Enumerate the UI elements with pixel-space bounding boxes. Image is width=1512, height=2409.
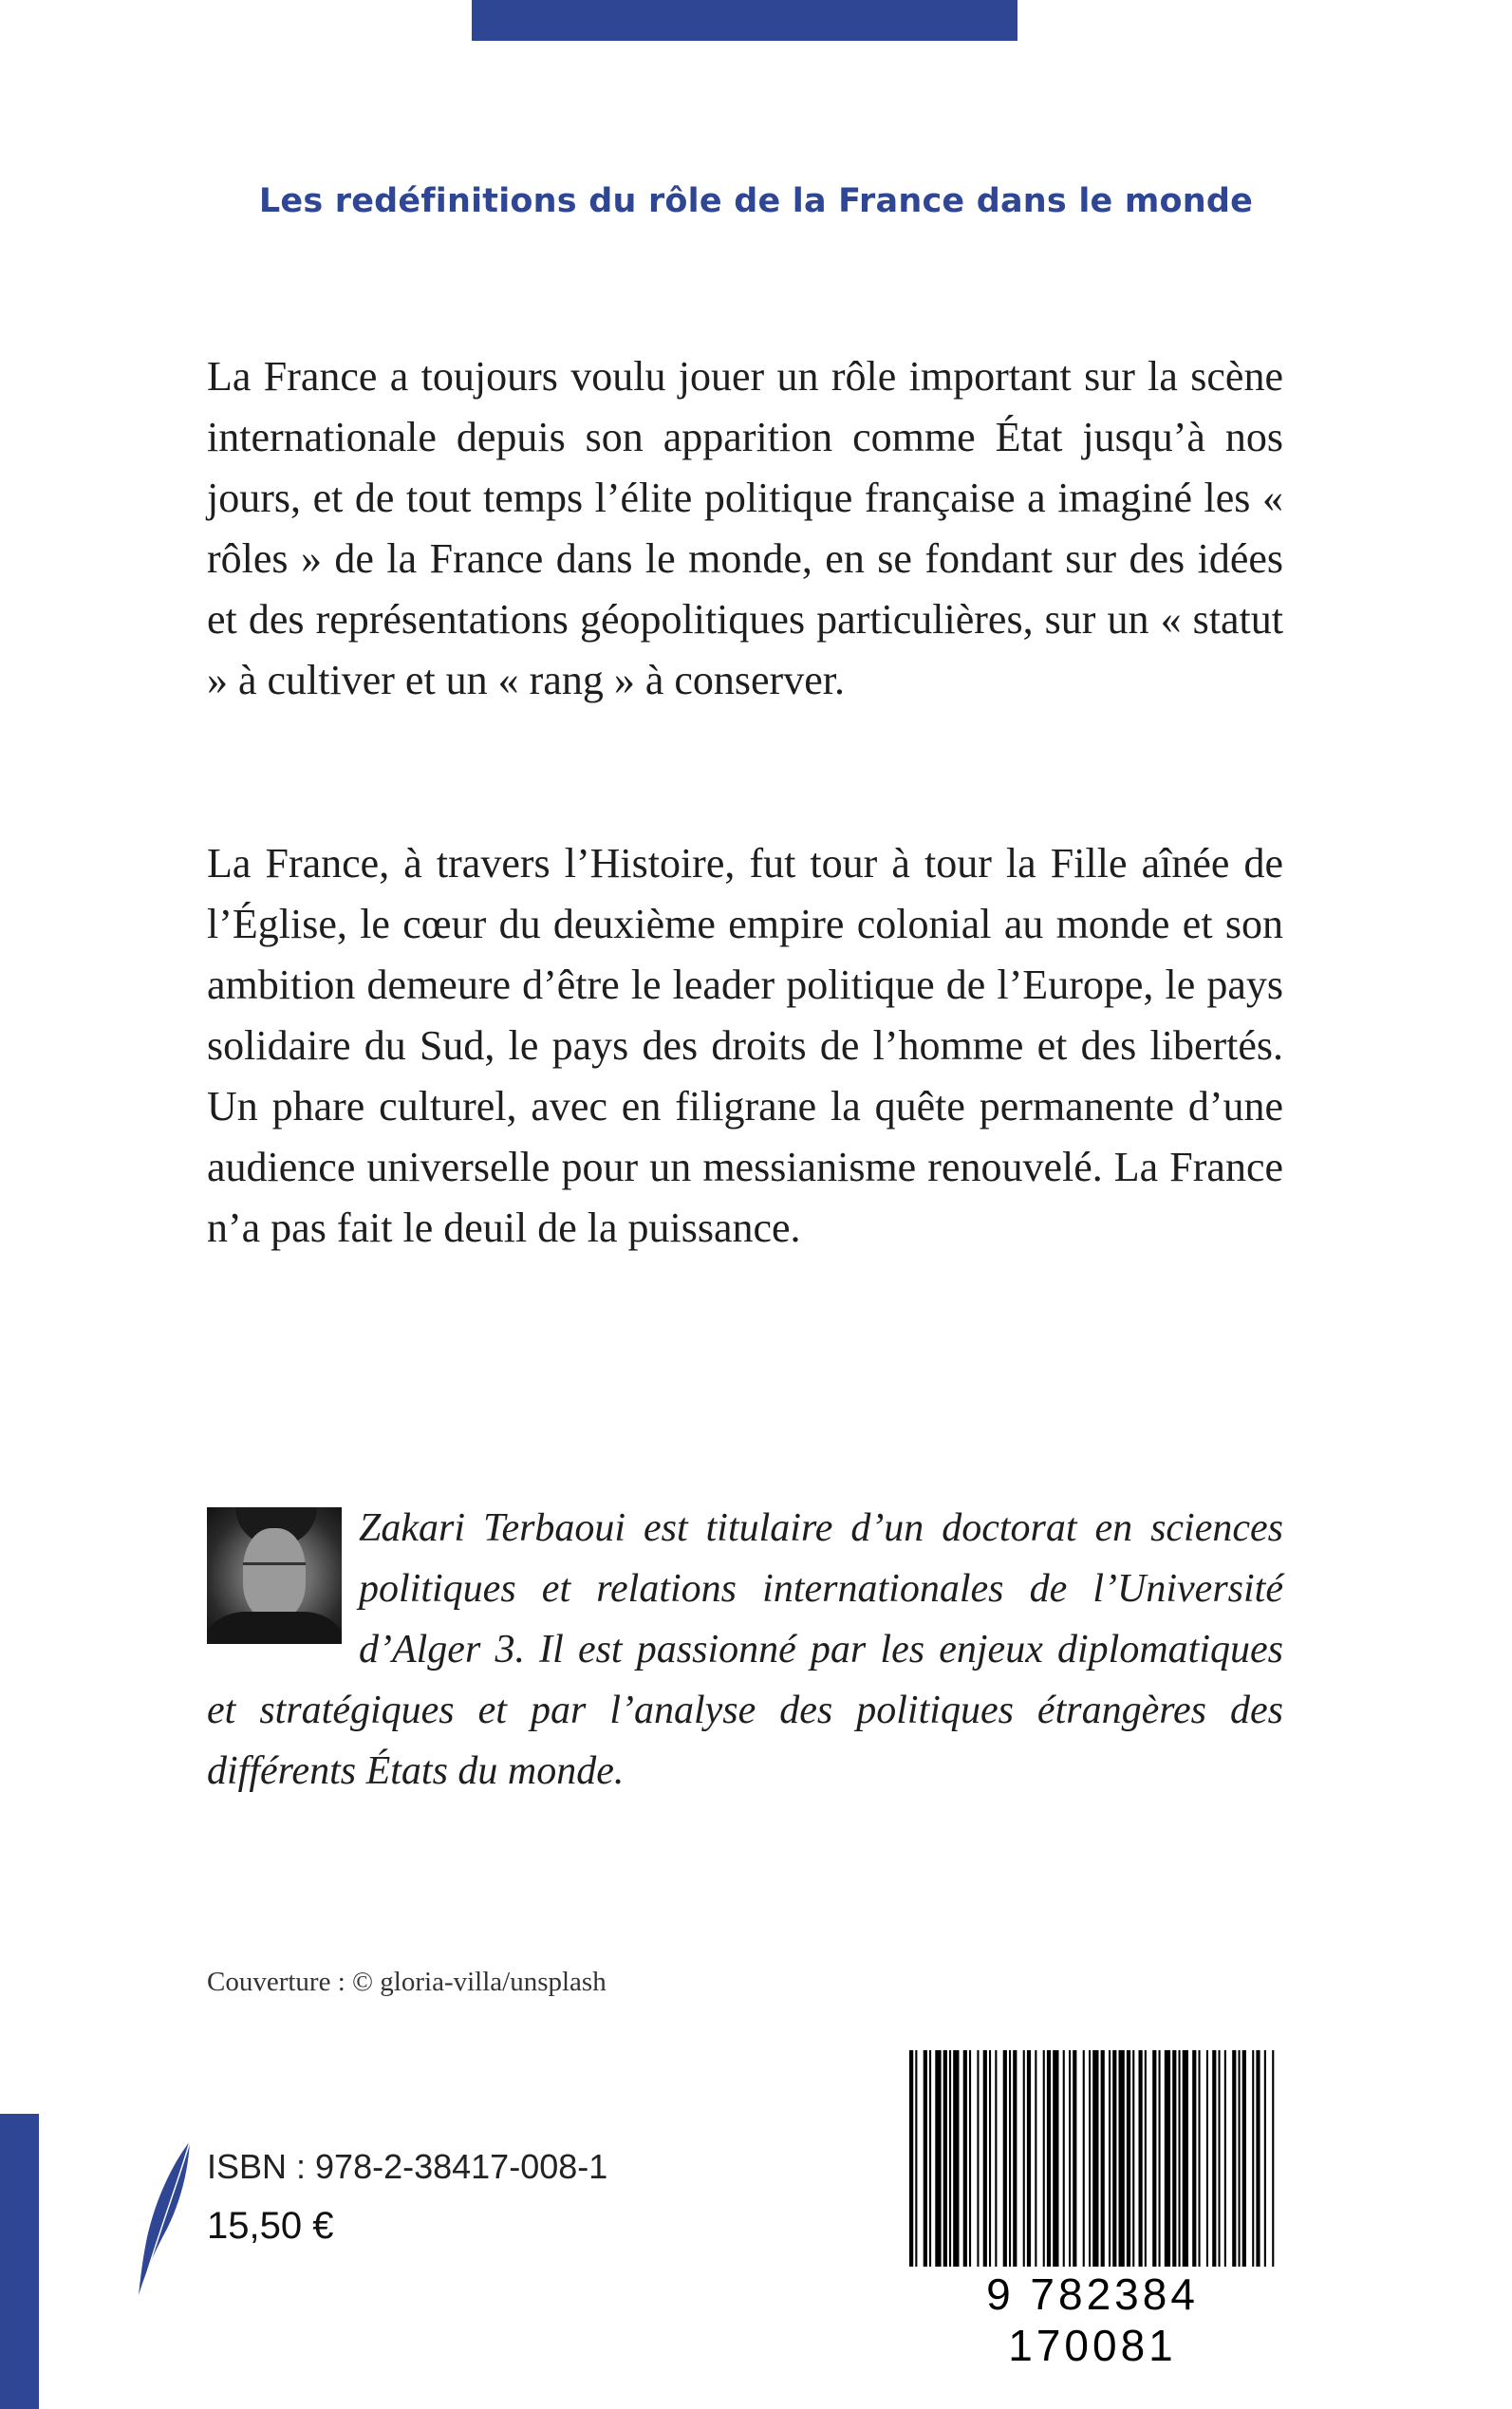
barcode-bar: [1145, 2050, 1147, 2267]
barcode-bar: [1063, 2050, 1065, 2267]
barcode-bar: [1206, 2050, 1208, 2267]
barcode-bar: [943, 2050, 947, 2267]
barcode-bar: [983, 2050, 987, 2267]
barcode-bar: [1109, 2050, 1111, 2267]
barcode-bar: [1009, 2050, 1011, 2267]
barcode-bar: [1003, 2050, 1007, 2267]
cover-credit: Couverture : © gloria-villa/unsplash: [207, 1967, 607, 1997]
barcode-bar: [1264, 2050, 1266, 2267]
barcode-bars: [902, 2048, 1283, 2269]
barcode-bar: [1159, 2050, 1161, 2267]
barcode-bar: [1256, 2050, 1260, 2267]
description-paragraph-1: La France a toujours voulu jouer un rôle important sur la scène internationale depuis son apparition comme État jusqu’à nos jours, et de tout temps l’élite politique française a imaginé les « rôles » de la France dans le monde, en se fondant sur des idées et des représentations géopolitiques particulières, sur un « statut » à cultiver et un « rang » à conserver.: [207, 353, 1283, 703]
barcode-bar: [989, 2050, 991, 2267]
barcode-bar: [1069, 2050, 1071, 2267]
barcode-bar: [949, 2050, 951, 2267]
barcode-bar: [1179, 2050, 1181, 2267]
barcode-bar: [1252, 2050, 1254, 2267]
barcode-bar: [915, 2050, 917, 2267]
barcode-bar: [929, 2050, 931, 2267]
barcode-bar: [1242, 2050, 1246, 2267]
barcode-bar: [1035, 2050, 1036, 2267]
author-photo: [207, 1507, 342, 1644]
barcode-bar: [1013, 2050, 1017, 2267]
barcode-bar: [1047, 2050, 1051, 2267]
barcode-bar: [1212, 2050, 1216, 2267]
barcode-bar: [977, 2050, 979, 2267]
barcode-bar: [1272, 2050, 1274, 2267]
barcode-digits: 9 782384 170081: [986, 2269, 1199, 2370]
side-accent-bar: [0, 2114, 39, 2409]
barcode-bar: [1239, 2050, 1241, 2267]
feather-logo-icon: [133, 2138, 199, 2299]
barcode-bar: [1192, 2050, 1196, 2267]
barcode-bar: [1199, 2050, 1201, 2267]
barcode-bar: [969, 2050, 971, 2267]
barcode-bar: [1073, 2050, 1076, 2267]
barcode-bar: [1172, 2050, 1176, 2267]
barcode-bar: [1127, 2050, 1130, 2267]
price: 15,50 €: [207, 2205, 334, 2247]
barcode-bar: [1119, 2050, 1125, 2267]
barcode-bar: [1165, 2050, 1170, 2267]
barcode-bar: [1092, 2050, 1098, 2267]
barcode: [902, 2048, 1283, 2370]
barcode-bar: [1139, 2050, 1143, 2267]
barcode-bar: [1224, 2050, 1226, 2267]
barcode-bar: [1219, 2050, 1221, 2267]
barcode-bar: [1101, 2050, 1105, 2267]
isbn-number: ISBN : 978-2-38417-008-1: [207, 2147, 608, 2186]
barcode-bar: [1083, 2050, 1085, 2267]
book-subtitle: Les redéfinitions du rôle de la France dans le monde: [258, 182, 1254, 220]
barcode-bar: [1023, 2050, 1025, 2267]
description-paragraph-2: La France, à travers l’Histoire, fut tour à tour la Fille aînée de l’Église, le cœur du deuxième empire colonial au monde et son ambition demeure d’être le leader politique de l’Europe, le pays solidaire du Sud, le pays des droits de l’homme et des libertés. Un phare culturel, avec en filigrane la quête permanente d’une audience universelle pour un messianisme renouvelé. La France n’a pas fait le deuil de la puissance.: [207, 840, 1283, 1251]
barcode-bar: [1183, 2050, 1188, 2267]
barcode-bar: [924, 2050, 927, 2267]
barcode-bar: [1043, 2050, 1045, 2267]
barcode-bar: [1132, 2050, 1134, 2267]
author-bio: Zakari Terbaoui est titulaire d’un doctorat en sciences politiques et relations internationales de l’Université d’Alger 3. Il est passionné par les enjeux diplomatiques et stratégiques et par l’analyse des politiques étrangères des différents États du monde.: [207, 1506, 1283, 1793]
barcode-bar: [995, 2050, 997, 2267]
barcode-bar: [1232, 2050, 1236, 2267]
barcode-bar: [963, 2050, 967, 2267]
barcode-bar: [953, 2050, 959, 2267]
barcode-bar: [1089, 2050, 1091, 2267]
barcode-bar: [935, 2050, 941, 2267]
barcode-bar: [1152, 2050, 1156, 2267]
barcode-bar: [1027, 2050, 1031, 2267]
barcode-bar: [1112, 2050, 1116, 2267]
author-bio-block: [207, 1498, 1283, 1802]
barcode-bar: [1053, 2050, 1058, 2267]
barcode-bar: [909, 2050, 913, 2267]
top-accent-bar: [472, 0, 1017, 41]
